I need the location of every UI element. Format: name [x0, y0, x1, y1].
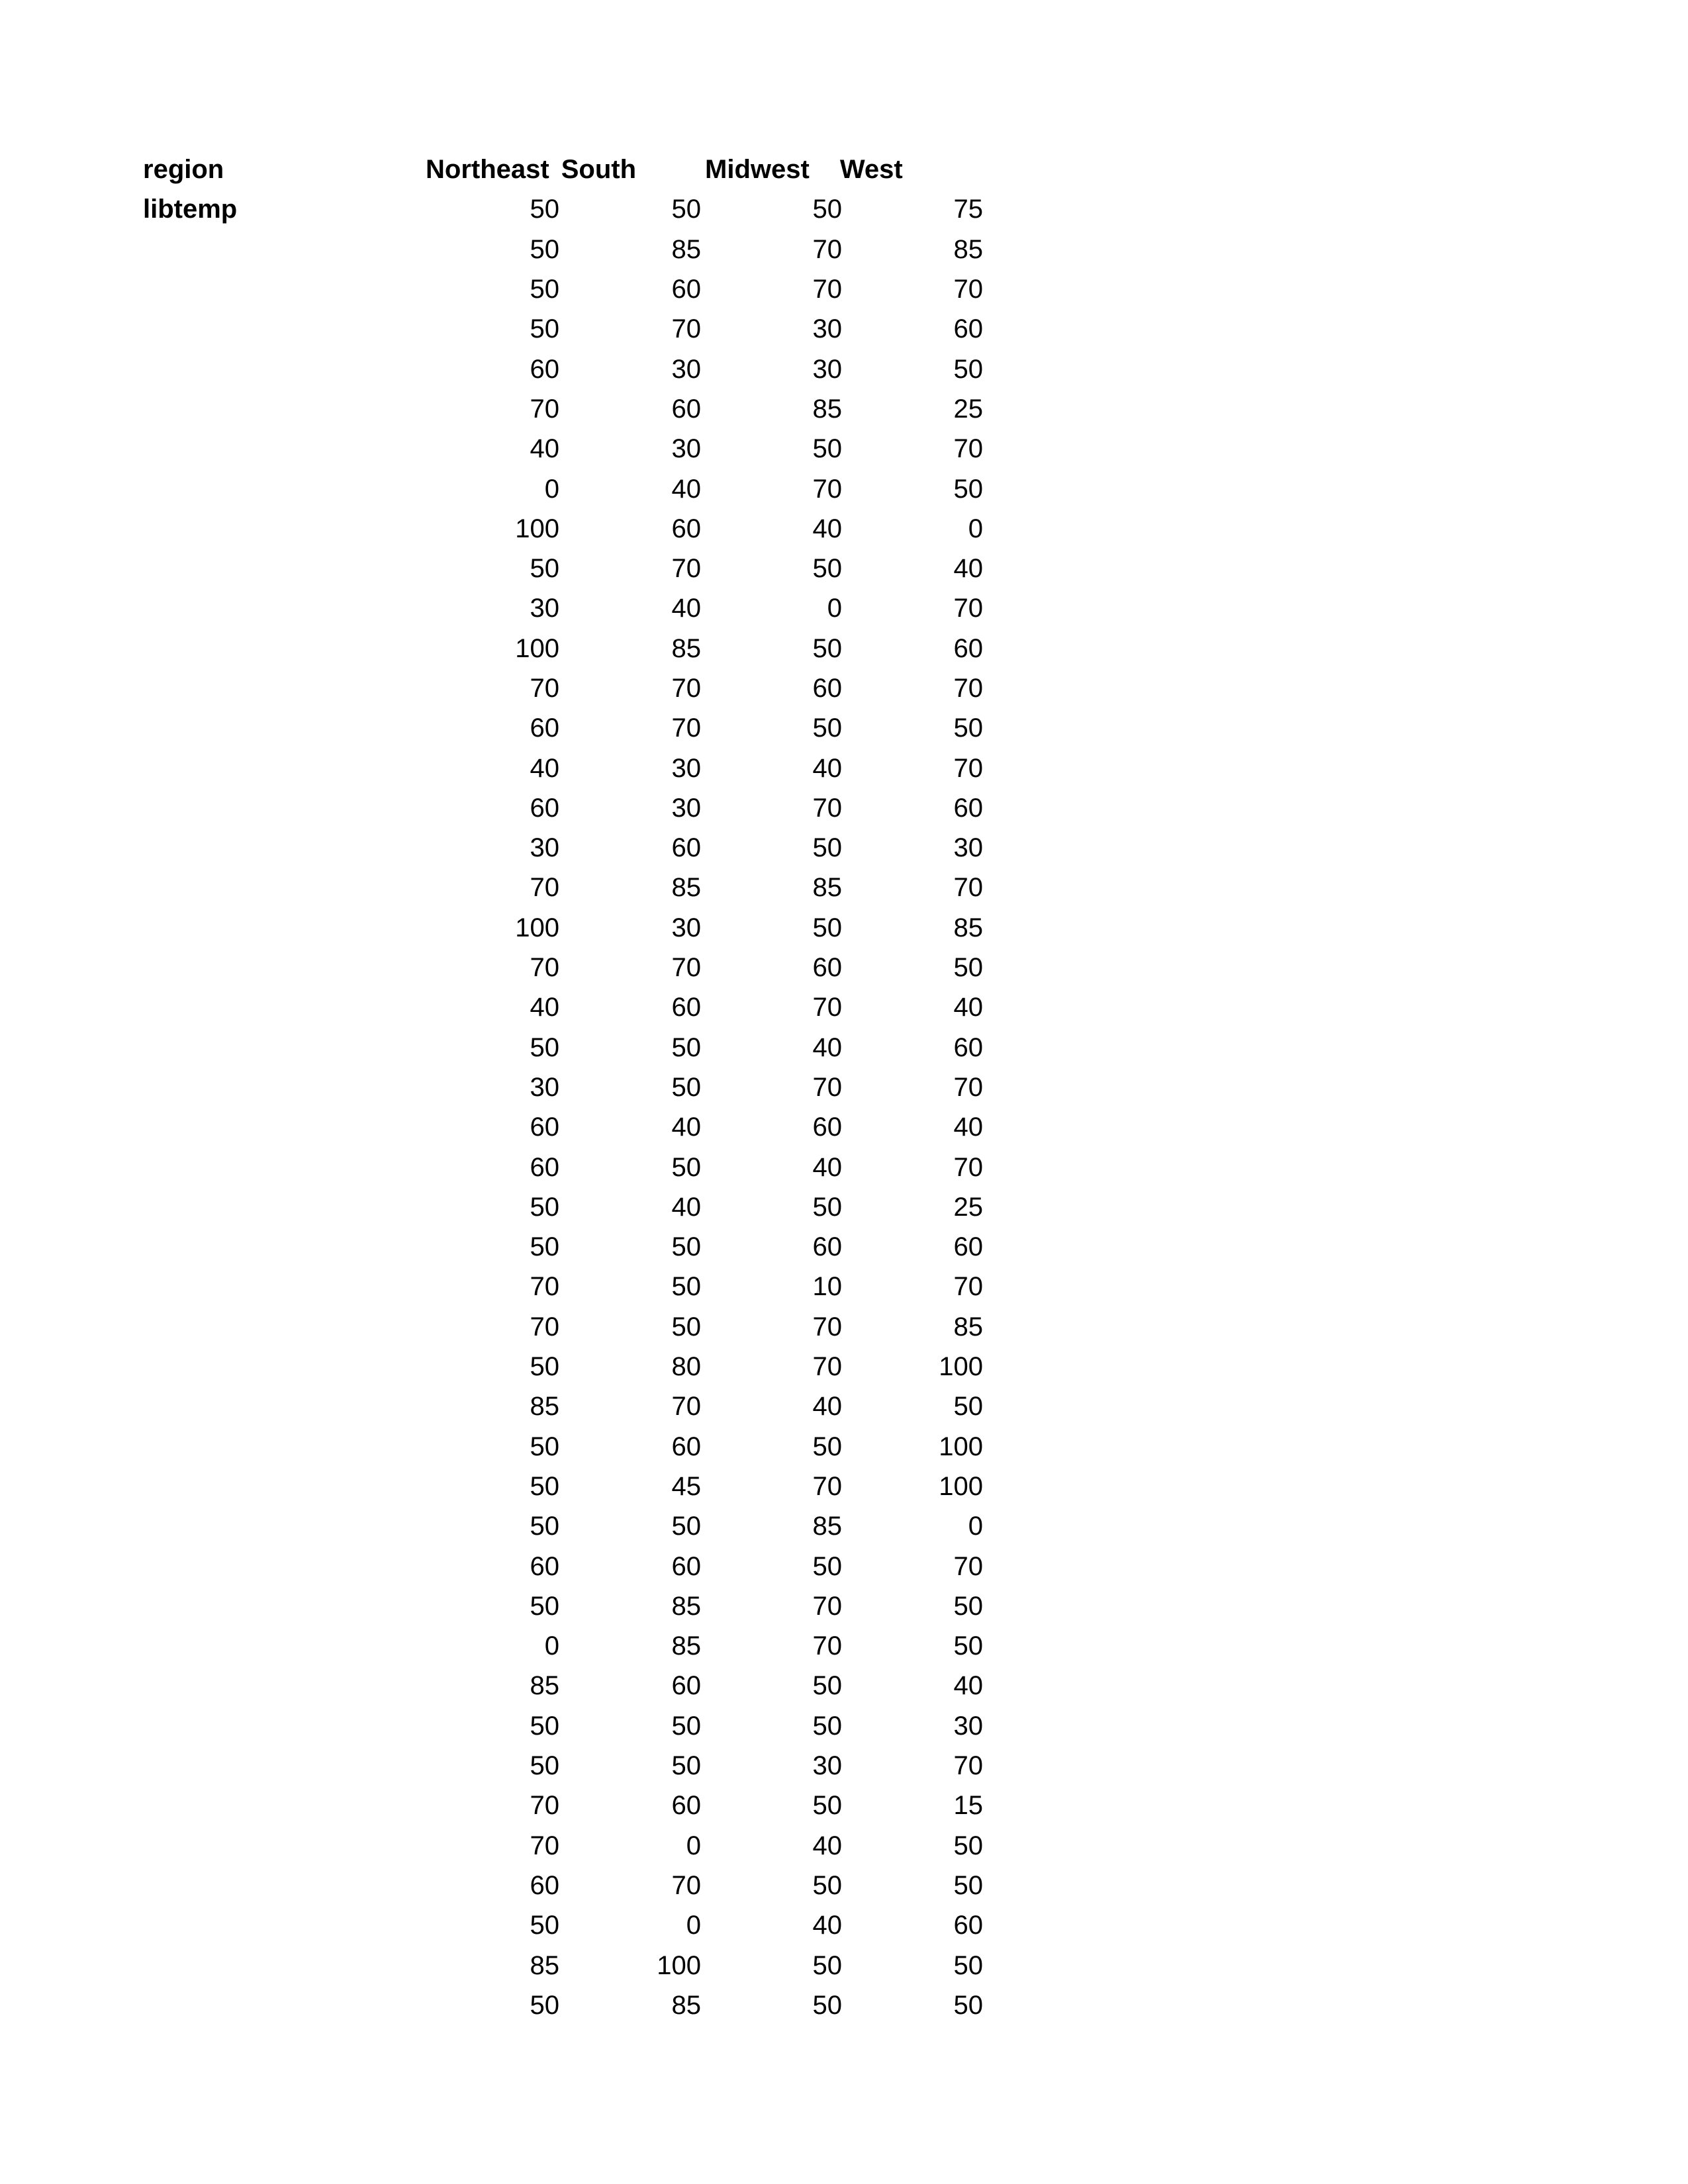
table-row — [143, 549, 983, 588]
cell-south: 60 — [671, 275, 701, 304]
cell-west: 30 — [953, 833, 983, 863]
cell-west: 25 — [953, 394, 983, 424]
cell-northeast: 50 — [530, 1990, 559, 2020]
cell-midwest: 30 — [812, 314, 842, 344]
row-label-cell — [143, 1427, 283, 1467]
cell-west: 70 — [953, 434, 983, 464]
cell-midwest: 60 — [812, 1232, 842, 1262]
row-label-cell — [143, 908, 283, 948]
cell-south: 60 — [671, 993, 701, 1023]
cell-south: 60 — [671, 1551, 701, 1581]
row-label-cell — [143, 1825, 283, 1865]
cell-west: 70 — [953, 1072, 983, 1102]
row-label-cell — [143, 1307, 283, 1347]
cell-west: 70 — [953, 674, 983, 703]
cell-midwest: 30 — [812, 354, 842, 384]
row-label-cell — [143, 1985, 283, 2025]
row-label-cell — [143, 509, 283, 549]
cell-midwest: 50 — [812, 633, 842, 663]
cell-northeast: 70 — [530, 1272, 559, 1302]
cell-west: 60 — [953, 633, 983, 663]
cell-south: 100 — [657, 1950, 701, 1980]
cell-midwest: 50 — [812, 1192, 842, 1222]
cell-south: 50 — [671, 1751, 701, 1781]
table-row — [143, 1427, 983, 1467]
table-row — [143, 668, 983, 708]
table-row — [143, 629, 983, 668]
row-label-cell — [143, 1945, 283, 1985]
cell-west: 70 — [953, 1272, 983, 1302]
cell-midwest: 70 — [812, 1312, 842, 1342]
row-label-cell — [143, 948, 283, 987]
cell-west: 50 — [953, 1831, 983, 1860]
cell-northeast: 50 — [530, 1032, 559, 1062]
cell-south: 70 — [671, 1392, 701, 1422]
row-label-cell — [143, 309, 283, 349]
row-label-cell — [143, 629, 283, 668]
cell-northeast: 60 — [530, 1113, 559, 1142]
row-label-cell — [143, 389, 283, 429]
cell-west: 60 — [953, 793, 983, 823]
row-label-cell — [143, 1746, 283, 1786]
table-row — [143, 1467, 983, 1506]
table-row — [143, 1746, 983, 1786]
cell-west: 60 — [953, 1911, 983, 1940]
cell-northeast: 30 — [530, 833, 559, 863]
cell-south: 40 — [671, 1113, 701, 1142]
cell-west: 100 — [939, 1432, 983, 1461]
row-label-cell — [143, 1626, 283, 1666]
cell-west: 70 — [953, 1152, 983, 1182]
cell-south: 85 — [671, 633, 701, 663]
row-label-cell — [143, 1347, 283, 1387]
row-label-cell — [143, 1068, 283, 1107]
cell-midwest: 85 — [812, 1512, 842, 1541]
cell-south: 50 — [671, 1072, 701, 1102]
cell-northeast: 30 — [530, 594, 559, 623]
row-label-cell — [143, 1187, 283, 1227]
cell-northeast: 50 — [530, 1432, 559, 1461]
table-row — [143, 1905, 983, 1945]
row-label-cell — [143, 668, 283, 708]
table-row — [143, 1147, 983, 1187]
cell-midwest: 40 — [812, 1392, 842, 1422]
header-midwest: Midwest — [705, 155, 810, 185]
cell-northeast: 50 — [530, 195, 559, 224]
table-row — [143, 588, 983, 628]
cell-northeast: 50 — [530, 234, 559, 264]
cell-northeast: 50 — [530, 1192, 559, 1222]
cell-west: 60 — [953, 1032, 983, 1062]
header-region: region — [143, 155, 224, 185]
cell-west: 50 — [953, 354, 983, 384]
cell-south: 50 — [671, 1512, 701, 1541]
cell-south: 40 — [671, 594, 701, 623]
cell-south: 50 — [671, 1032, 701, 1062]
row-label-cell — [143, 1706, 283, 1746]
table-row — [143, 1626, 983, 1666]
table-row — [143, 788, 983, 828]
cell-south: 60 — [671, 1791, 701, 1821]
cell-midwest: 50 — [812, 1791, 842, 1821]
table-row — [143, 1068, 983, 1107]
cell-northeast: 50 — [530, 1711, 559, 1741]
cell-south: 70 — [671, 314, 701, 344]
table-row — [143, 1107, 983, 1147]
cell-south: 30 — [671, 434, 701, 464]
table-row — [143, 987, 983, 1027]
cell-midwest: 50 — [812, 1990, 842, 2020]
cell-south: 50 — [671, 1312, 701, 1342]
cell-west: 50 — [953, 713, 983, 743]
cell-west: 40 — [953, 993, 983, 1023]
table-row — [143, 1028, 983, 1068]
cell-northeast: 60 — [530, 1551, 559, 1581]
cell-northeast: 40 — [530, 753, 559, 783]
table-row — [143, 429, 983, 469]
table-row — [143, 948, 983, 987]
cell-south: 0 — [686, 1911, 701, 1940]
cell-midwest: 70 — [812, 1352, 842, 1382]
cell-northeast: 85 — [530, 1392, 559, 1422]
cell-midwest: 85 — [812, 873, 842, 903]
row-label-cell — [143, 748, 283, 788]
cell-northeast: 100 — [515, 913, 559, 942]
cell-northeast: 40 — [530, 993, 559, 1023]
cell-midwest: 50 — [812, 833, 842, 863]
cell-northeast: 50 — [530, 1512, 559, 1541]
cell-west: 100 — [939, 1471, 983, 1501]
cell-west: 70 — [953, 1751, 983, 1781]
cell-south: 40 — [671, 474, 701, 504]
cell-midwest: 50 — [812, 1711, 842, 1741]
cell-south: 45 — [671, 1471, 701, 1501]
table-row — [143, 1347, 983, 1387]
cell-midwest: 60 — [812, 953, 842, 983]
cell-midwest: 50 — [812, 1950, 842, 1980]
row-label-cell: libtemp — [143, 195, 238, 224]
cell-midwest: 70 — [812, 1072, 842, 1102]
cell-south: 30 — [671, 793, 701, 823]
cell-northeast: 70 — [530, 394, 559, 424]
cell-midwest: 40 — [812, 1032, 842, 1062]
cell-northeast: 70 — [530, 953, 559, 983]
table-row — [143, 349, 983, 388]
cell-midwest: 50 — [812, 1432, 842, 1461]
cell-northeast: 100 — [515, 633, 559, 663]
cell-west: 70 — [953, 594, 983, 623]
cell-south: 70 — [671, 1870, 701, 1900]
cell-midwest: 70 — [812, 793, 842, 823]
cell-south: 50 — [671, 1711, 701, 1741]
table-row — [143, 309, 983, 349]
cell-west: 15 — [953, 1791, 983, 1821]
cell-west: 85 — [953, 1312, 983, 1342]
cell-northeast: 0 — [544, 1631, 559, 1661]
cell-south: 30 — [671, 753, 701, 783]
cell-northeast: 70 — [530, 1831, 559, 1860]
table-row — [143, 748, 983, 788]
cell-south: 60 — [671, 1432, 701, 1461]
cell-south: 50 — [671, 1152, 701, 1182]
row-label-cell — [143, 868, 283, 907]
cell-west: 30 — [953, 1711, 983, 1741]
cell-midwest: 40 — [812, 753, 842, 783]
cell-west: 40 — [953, 554, 983, 584]
cell-midwest: 50 — [812, 434, 842, 464]
row-label-cell — [143, 1786, 283, 1825]
cell-midwest: 70 — [812, 993, 842, 1023]
cell-northeast: 85 — [530, 1950, 559, 1980]
cell-midwest: 70 — [812, 474, 842, 504]
table-row — [143, 1267, 983, 1306]
cell-south: 50 — [671, 1272, 701, 1302]
cell-midwest: 70 — [812, 275, 842, 304]
row-label-cell — [143, 1666, 283, 1706]
table-row — [143, 1307, 983, 1347]
cell-midwest: 50 — [812, 913, 842, 942]
table-row — [143, 828, 983, 868]
cell-northeast: 85 — [530, 1671, 559, 1701]
row-label-cell — [143, 1866, 283, 1905]
header-columns-cell — [283, 150, 983, 189]
row-label-cell — [143, 1028, 283, 1068]
row-label-cell — [143, 269, 283, 309]
table-row — [143, 1666, 983, 1706]
cell-northeast: 50 — [530, 554, 559, 584]
cell-west: 75 — [953, 195, 983, 224]
cell-northeast: 60 — [530, 1870, 559, 1900]
cell-south: 60 — [671, 394, 701, 424]
cell-northeast: 60 — [530, 354, 559, 384]
row-label-cell — [143, 788, 283, 828]
cell-west: 70 — [953, 1551, 983, 1581]
cell-midwest: 70 — [812, 234, 842, 264]
header-northeast: Northeast — [426, 155, 549, 185]
cell-northeast: 50 — [530, 314, 559, 344]
row-label-cell — [143, 1586, 283, 1626]
row-label-cell — [143, 1506, 283, 1546]
cell-midwest: 50 — [812, 1551, 842, 1581]
cell-midwest: 40 — [812, 1831, 842, 1860]
cell-northeast: 50 — [530, 1591, 559, 1621]
table-row — [143, 230, 983, 269]
cell-south: 85 — [671, 1990, 701, 2020]
data-table — [143, 150, 983, 2025]
table-row — [143, 868, 983, 907]
cell-west: 50 — [953, 1591, 983, 1621]
table-row — [143, 1866, 983, 1905]
header-row — [143, 150, 983, 189]
cell-south: 50 — [671, 1232, 701, 1262]
table-row — [143, 1187, 983, 1227]
cell-west: 50 — [953, 1870, 983, 1900]
table-row — [143, 509, 983, 549]
cell-south: 70 — [671, 713, 701, 743]
row-label-cell — [143, 1227, 283, 1267]
table-row — [143, 708, 983, 748]
cell-northeast: 50 — [530, 1232, 559, 1262]
cell-west: 60 — [953, 1232, 983, 1262]
cell-northeast: 70 — [530, 1312, 559, 1342]
cell-south: 70 — [671, 953, 701, 983]
row-label-cell — [143, 349, 283, 388]
cell-south: 85 — [671, 234, 701, 264]
cell-midwest: 30 — [812, 1751, 842, 1781]
cell-west: 40 — [953, 1671, 983, 1701]
cell-midwest: 50 — [812, 1671, 842, 1701]
cell-south: 80 — [671, 1352, 701, 1382]
cell-northeast: 60 — [530, 1152, 559, 1182]
header-south: South — [561, 155, 637, 185]
cell-midwest: 0 — [827, 594, 842, 623]
cell-south: 30 — [671, 354, 701, 384]
cell-northeast: 50 — [530, 1471, 559, 1501]
cell-midwest: 85 — [812, 394, 842, 424]
cell-south: 70 — [671, 554, 701, 584]
cell-west: 50 — [953, 1631, 983, 1661]
cell-midwest: 10 — [812, 1272, 842, 1302]
cell-northeast: 50 — [530, 1911, 559, 1940]
cell-midwest: 70 — [812, 1631, 842, 1661]
cell-south: 60 — [671, 833, 701, 863]
cell-south: 30 — [671, 913, 701, 942]
cell-west: 50 — [953, 1990, 983, 2020]
cell-midwest: 50 — [812, 554, 842, 584]
table-row — [143, 1706, 983, 1746]
cell-west: 25 — [953, 1192, 983, 1222]
row-label-cell — [143, 1387, 283, 1426]
cell-northeast: 50 — [530, 275, 559, 304]
cell-south: 60 — [671, 514, 701, 543]
table-row — [143, 1387, 983, 1426]
row-label-cell — [143, 429, 283, 469]
table-row — [143, 1985, 983, 2025]
cell-midwest: 60 — [812, 674, 842, 703]
cell-west: 70 — [953, 753, 983, 783]
row-label-cell — [143, 549, 283, 588]
table-row — [143, 269, 983, 309]
cell-northeast: 60 — [530, 713, 559, 743]
cell-midwest: 70 — [812, 1591, 842, 1621]
row-label-cell — [143, 469, 283, 508]
cell-south: 50 — [671, 195, 701, 224]
cell-west: 40 — [953, 1113, 983, 1142]
row-label-cell — [143, 588, 283, 628]
cell-west: 70 — [953, 275, 983, 304]
cell-south: 85 — [671, 1591, 701, 1621]
row-label-cell — [143, 1905, 283, 1945]
row-label-cell — [143, 230, 283, 269]
cell-midwest: 40 — [812, 514, 842, 543]
table-row — [143, 1825, 983, 1865]
cell-west: 50 — [953, 1950, 983, 1980]
cell-northeast: 40 — [530, 434, 559, 464]
cell-south: 85 — [671, 1631, 701, 1661]
cell-south: 85 — [671, 873, 701, 903]
cell-northeast: 30 — [530, 1072, 559, 1102]
cell-west: 0 — [968, 514, 983, 543]
cell-west: 50 — [953, 474, 983, 504]
table-body — [143, 150, 983, 2025]
cell-midwest: 70 — [812, 1471, 842, 1501]
row-label-cell — [143, 1107, 283, 1147]
row-label-cell — [143, 1147, 283, 1187]
cell-midwest: 50 — [812, 195, 842, 224]
cell-northeast: 0 — [544, 474, 559, 504]
row-label-cell — [143, 828, 283, 868]
table-row — [143, 1945, 983, 1985]
row-label-cell — [143, 1546, 283, 1586]
table-row — [143, 1786, 983, 1825]
cell-midwest: 60 — [812, 1113, 842, 1142]
cell-west: 50 — [953, 953, 983, 983]
cell-midwest: 50 — [812, 1870, 842, 1900]
row-label-cell — [143, 1267, 283, 1306]
cell-west: 100 — [939, 1352, 983, 1382]
cell-northeast: 60 — [530, 793, 559, 823]
cell-west: 70 — [953, 873, 983, 903]
table-row — [143, 1227, 983, 1267]
table-row — [143, 1586, 983, 1626]
cell-west: 50 — [953, 1392, 983, 1422]
table-row — [143, 1546, 983, 1586]
cell-south: 60 — [671, 1671, 701, 1701]
table-row — [143, 189, 983, 229]
table-row — [143, 908, 983, 948]
cell-west: 60 — [953, 314, 983, 344]
cell-midwest: 40 — [812, 1911, 842, 1940]
cell-northeast: 70 — [530, 674, 559, 703]
cell-west: 85 — [953, 234, 983, 264]
cell-northeast: 70 — [530, 873, 559, 903]
cell-south: 0 — [686, 1831, 701, 1860]
cell-west: 85 — [953, 913, 983, 942]
cell-west: 0 — [968, 1512, 983, 1541]
table-row — [143, 1506, 983, 1546]
row-label-cell — [143, 1467, 283, 1506]
row-label-cell — [143, 708, 283, 748]
cell-northeast: 50 — [530, 1751, 559, 1781]
cell-northeast: 100 — [515, 514, 559, 543]
cell-northeast: 50 — [530, 1352, 559, 1382]
table-row — [143, 389, 983, 429]
cell-south: 70 — [671, 674, 701, 703]
cell-northeast: 70 — [530, 1791, 559, 1821]
table-row — [143, 469, 983, 508]
cell-south: 40 — [671, 1192, 701, 1222]
cell-midwest: 50 — [812, 713, 842, 743]
cell-midwest: 40 — [812, 1152, 842, 1182]
header-west: West — [839, 155, 903, 185]
row-label-cell — [143, 987, 283, 1027]
